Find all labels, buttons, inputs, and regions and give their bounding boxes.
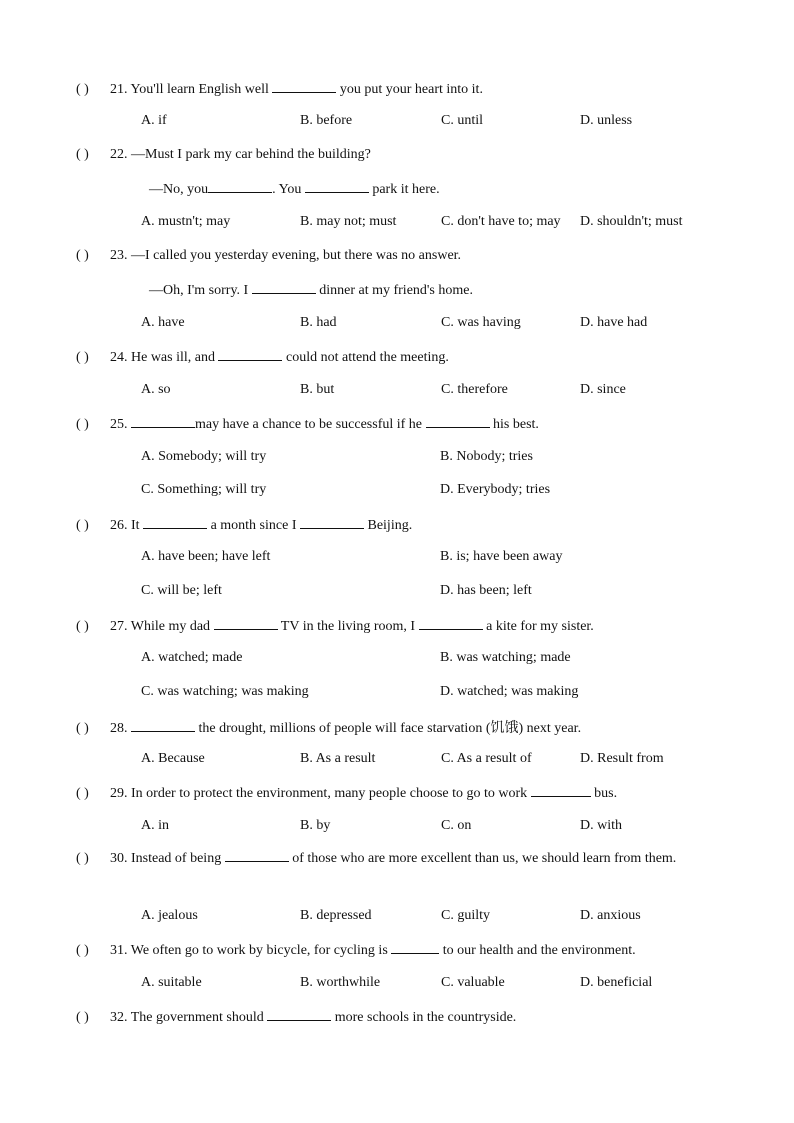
option-b[interactable]: B. was watching; made [440,650,571,665]
question-stem: a kite for my sister. [482,619,594,634]
question-27 [76,617,594,635]
question-stem: you put your heart into it. [336,82,483,97]
answer-blank [305,180,369,193]
option-c[interactable]: C. don't have to; may [441,214,561,229]
question-23 [76,248,461,264]
question-stem: may have a chance to be successful if he [195,417,426,432]
option-a[interactable]: A. in [141,818,169,833]
option-d[interactable]: D. has been; left [440,583,532,598]
reply-text: —No, you [149,182,209,197]
question-28 [76,717,581,737]
question-32 [76,1008,516,1026]
answer-blank [300,516,364,529]
question-30 [76,847,716,870]
option-a[interactable]: A. suitable [141,975,202,990]
option-c[interactable]: C. was having [441,315,521,330]
question-stem: 24. He was ill, and [110,350,219,365]
option-a[interactable]: A. watched; made [141,650,243,665]
answer-bracket[interactable]: ( ) [76,1010,89,1025]
question-stem: 29. In order to protect the environment, many people choose to go to work [110,786,531,801]
option-a[interactable]: A. Somebody; will try [141,449,267,464]
reply-text: dinner at my friend's home. [315,283,473,298]
answer-bracket[interactable]: ( ) [76,943,89,958]
answer-blank [225,849,289,862]
answer-blank [131,415,195,428]
question-stem: 25. [110,417,131,432]
option-b[interactable]: B. As a result [300,751,376,766]
answer-blank [218,348,282,361]
option-b[interactable]: B. is; have been away [440,549,563,564]
question-22-reply [149,180,440,198]
question-stem: a month since I [207,518,300,533]
option-b[interactable]: B. but [300,382,335,397]
option-d[interactable]: D. unless [580,113,633,128]
question-29 [76,784,617,802]
reply-text: . You [272,182,305,197]
answer-bracket[interactable]: ( ) [76,417,89,432]
option-a[interactable]: A. jealous [141,908,198,923]
answer-blank [272,80,336,93]
option-d[interactable]: D. Everybody; tries [440,482,551,497]
option-b[interactable]: B. had [300,315,337,330]
question-stem: more schools in the countryside. [331,1010,517,1025]
answer-blank [131,719,195,732]
option-a[interactable]: A. have [141,315,185,330]
option-c[interactable]: C. As a result of [441,751,532,766]
question-22 [76,147,371,163]
question-stem: to our health and the environment. [439,943,636,958]
answer-bracket[interactable]: ( ) [76,147,89,162]
option-b[interactable]: B. worthwhile [300,975,381,990]
option-b[interactable]: B. Nobody; tries [440,449,533,464]
question-stem: 23. —I called you yesterday evening, but there was no answer. [110,248,462,263]
answer-bracket[interactable]: ( ) [76,248,89,263]
question-stem: 27. While my dad [110,619,214,634]
question-26 [76,516,412,534]
question-stem: 21. You'll learn English well [110,82,273,97]
option-a[interactable]: A. so [141,382,171,397]
option-d[interactable]: D. with [580,818,622,833]
option-d[interactable]: D. have had [580,315,648,330]
answer-blank [419,617,483,630]
option-c[interactable]: C. on [441,818,472,833]
answer-bracket[interactable]: ( ) [76,619,89,634]
option-c[interactable]: C. valuable [441,975,505,990]
question-stem: 26. It [110,518,144,533]
option-c[interactable]: C. was watching; was making [141,684,309,699]
option-a[interactable]: A. Because [141,751,205,766]
answer-bracket[interactable]: ( ) [76,350,89,365]
option-c[interactable]: C. guilty [441,908,491,923]
answer-blank [252,281,316,294]
question-stem: his best. [489,417,539,432]
question-25 [76,415,539,433]
option-a[interactable]: A. have been; have left [141,549,271,564]
answer-bracket[interactable]: ( ) [76,82,89,97]
answer-blank [426,415,490,428]
option-d[interactable]: D. beneficial [580,975,653,990]
question-stem: 30. Instead of being [110,851,225,866]
answer-blank [143,516,207,529]
option-b[interactable]: B. depressed [300,908,372,923]
question-stem: 32. The government should [110,1010,268,1025]
question-stem: bus. [590,786,618,801]
question-stem: TV in the living room, I [277,619,419,634]
option-b[interactable]: B. by [300,818,331,833]
question-stem: 28. [110,721,131,736]
option-d[interactable]: D. anxious [580,908,641,923]
question-23-reply [149,281,473,299]
question-21 [76,80,483,98]
question-stem: 31. We often go to work by bicycle, for cycling is [110,943,392,958]
option-c[interactable]: C. Something; will try [141,482,267,497]
option-a[interactable]: A. if [141,113,167,128]
answer-blank [267,1008,331,1021]
option-b[interactable]: B. may not; must [300,214,397,229]
question-stem: the drought, millions of people will face starvation (饥饿) next year. [195,721,582,736]
option-d[interactable]: D. Result from [580,751,664,766]
answer-blank [391,941,439,954]
option-c[interactable]: C. until [441,113,484,128]
answer-blank [214,617,278,630]
question-stem: could not attend the meeting. [282,350,449,365]
question-stem: Beijing. [363,518,413,533]
answer-bracket[interactable]: ( ) [76,721,89,736]
option-c[interactable]: C. will be; left [141,583,222,598]
answer-blank [531,784,591,797]
answer-blank [208,180,272,193]
answer-bracket[interactable]: ( ) [76,518,89,533]
question-stem: of those who are more excellent than us, we should learn from them. [288,851,677,866]
answer-bracket[interactable]: ( ) [76,786,89,801]
reply-text: park it here. [368,182,440,197]
option-b[interactable]: B. before [300,113,353,128]
option-c[interactable]: C. therefore [441,382,508,397]
option-d[interactable]: D. shouldn't; must [580,214,683,229]
option-a[interactable]: A. mustn't; may [141,214,231,229]
question-24 [76,348,449,366]
question-31 [76,941,636,959]
option-d[interactable]: D. watched; was making [440,684,579,699]
reply-text: —Oh, I'm sorry. I [149,283,252,298]
answer-bracket[interactable]: ( ) [76,851,89,866]
question-stem: 22. —Must I park my car behind the building? [110,147,371,162]
option-d[interactable]: D. since [580,382,626,397]
